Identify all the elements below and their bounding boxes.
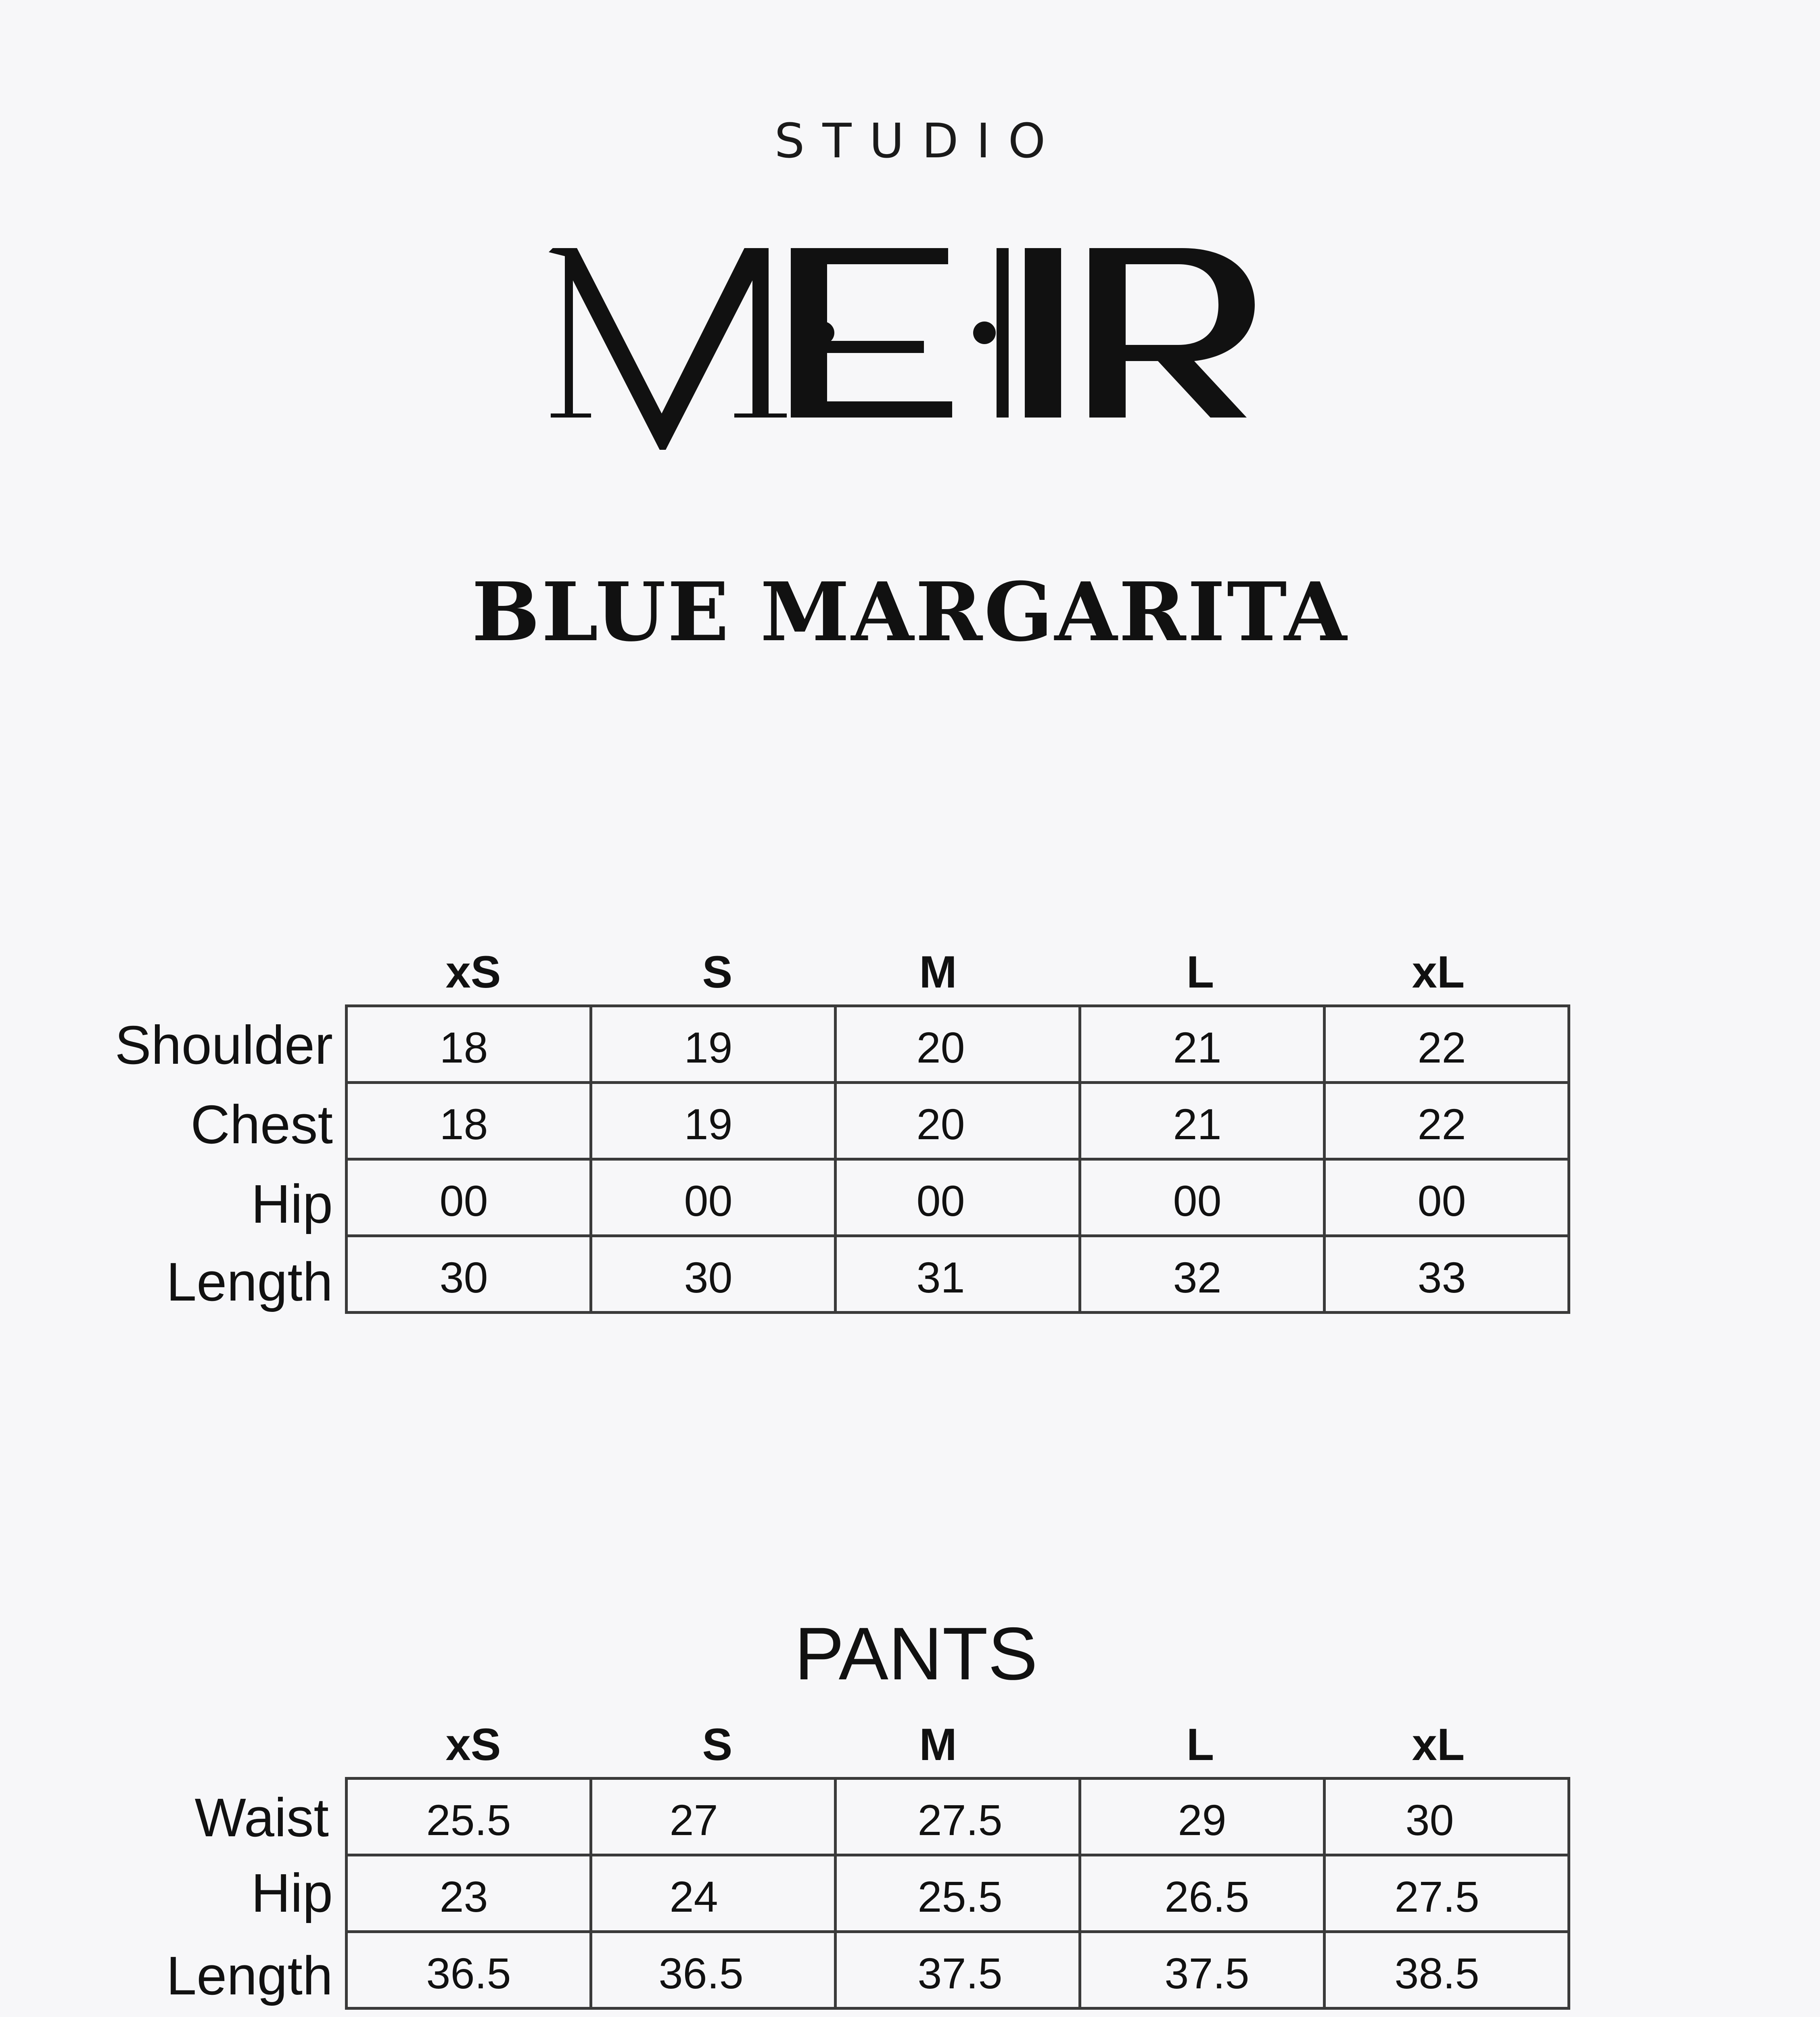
table-cell: 31 bbox=[836, 1236, 1080, 1313]
brand-logo bbox=[0, 224, 1820, 485]
size-header-xl: xL bbox=[1412, 1719, 1465, 1770]
table-row bbox=[347, 1006, 1569, 1083]
table-cell: 37.5 bbox=[836, 1932, 1080, 2009]
table-cell: 29 bbox=[1080, 1779, 1325, 1855]
table-cell: 21 bbox=[1080, 1083, 1325, 1159]
table-cell: 22 bbox=[1325, 1083, 1569, 1159]
table-cell: 00 bbox=[1325, 1159, 1569, 1236]
size-header-row bbox=[345, 1716, 1567, 1773]
table-cell: 36.5 bbox=[347, 1932, 591, 2009]
table-cell: 27.5 bbox=[1325, 1855, 1569, 1932]
size-header-m: M bbox=[919, 947, 957, 997]
table-row bbox=[347, 1855, 1569, 1932]
table-row bbox=[347, 1236, 1569, 1313]
row-label-length: Length bbox=[166, 1945, 333, 2006]
table-cell: 00 bbox=[836, 1159, 1080, 1236]
table-cell: 24 bbox=[591, 1855, 836, 1932]
table-cell: 25.5 bbox=[347, 1779, 591, 1855]
size-header-l: L bbox=[1186, 947, 1214, 997]
table-cell: 21 bbox=[1080, 1006, 1325, 1083]
table-cell: 27 bbox=[591, 1779, 836, 1855]
table-cell: 00 bbox=[1080, 1159, 1325, 1236]
row-label-chest: Chest bbox=[190, 1094, 333, 1155]
table-row bbox=[347, 1779, 1569, 1855]
table-cell: 00 bbox=[347, 1159, 591, 1236]
table-cell: 36.5 bbox=[591, 1932, 836, 2009]
brand-logo-mark bbox=[0, 224, 1820, 450]
size-header-row bbox=[345, 944, 1567, 1000]
table-cell: 30 bbox=[347, 1236, 591, 1313]
table-row bbox=[347, 1932, 1569, 2009]
table-cell: 33 bbox=[1325, 1236, 1569, 1313]
brand-studio-text: STUDIO bbox=[774, 113, 1064, 169]
top-size-table bbox=[345, 1004, 1570, 1314]
size-header-s: S bbox=[702, 947, 733, 997]
table-cell: 00 bbox=[591, 1159, 836, 1236]
table-cell: 32 bbox=[1080, 1236, 1325, 1313]
table-cell: 19 bbox=[591, 1083, 836, 1159]
size-header-xl: xL bbox=[1412, 947, 1465, 997]
row-label-hip: Hip bbox=[251, 1862, 333, 1923]
table-cell: 22 bbox=[1325, 1006, 1569, 1083]
table-cell: 20 bbox=[836, 1083, 1080, 1159]
pants-size-table bbox=[345, 1777, 1570, 2010]
size-header-xs: xS bbox=[445, 947, 501, 997]
table-cell: 20 bbox=[836, 1006, 1080, 1083]
size-header-m: M bbox=[919, 1719, 957, 1770]
table-cell: 23 bbox=[347, 1855, 591, 1932]
product-name: BLUE MARGARITA bbox=[472, 565, 1348, 660]
table-cell: 30 bbox=[1325, 1779, 1569, 1855]
table-cell: 30 bbox=[591, 1236, 836, 1313]
size-header-s: S bbox=[702, 1719, 733, 1770]
table-cell: 18 bbox=[347, 1006, 591, 1083]
table-cell: 18 bbox=[347, 1083, 591, 1159]
table-row bbox=[347, 1159, 1569, 1236]
row-label-shoulder: Shoulder bbox=[115, 1015, 333, 1075]
table-cell: 38.5 bbox=[1325, 1932, 1569, 2009]
size-header-l: L bbox=[1186, 1719, 1214, 1770]
pants-title: PANTS bbox=[794, 1612, 1038, 1695]
table-cell: 19 bbox=[591, 1006, 836, 1083]
size-header-xs: xS bbox=[445, 1719, 501, 1770]
table-cell: 37.5 bbox=[1080, 1932, 1325, 2009]
row-label-hip: Hip bbox=[251, 1173, 333, 1234]
table-row bbox=[347, 1083, 1569, 1159]
table-cell: 27.5 bbox=[836, 1779, 1080, 1855]
table-cell: 26.5 bbox=[1080, 1855, 1325, 1932]
table-cell: 25.5 bbox=[836, 1855, 1080, 1932]
row-label-length: Length bbox=[166, 1251, 333, 1312]
row-label-waist: Waist bbox=[194, 1787, 329, 1848]
